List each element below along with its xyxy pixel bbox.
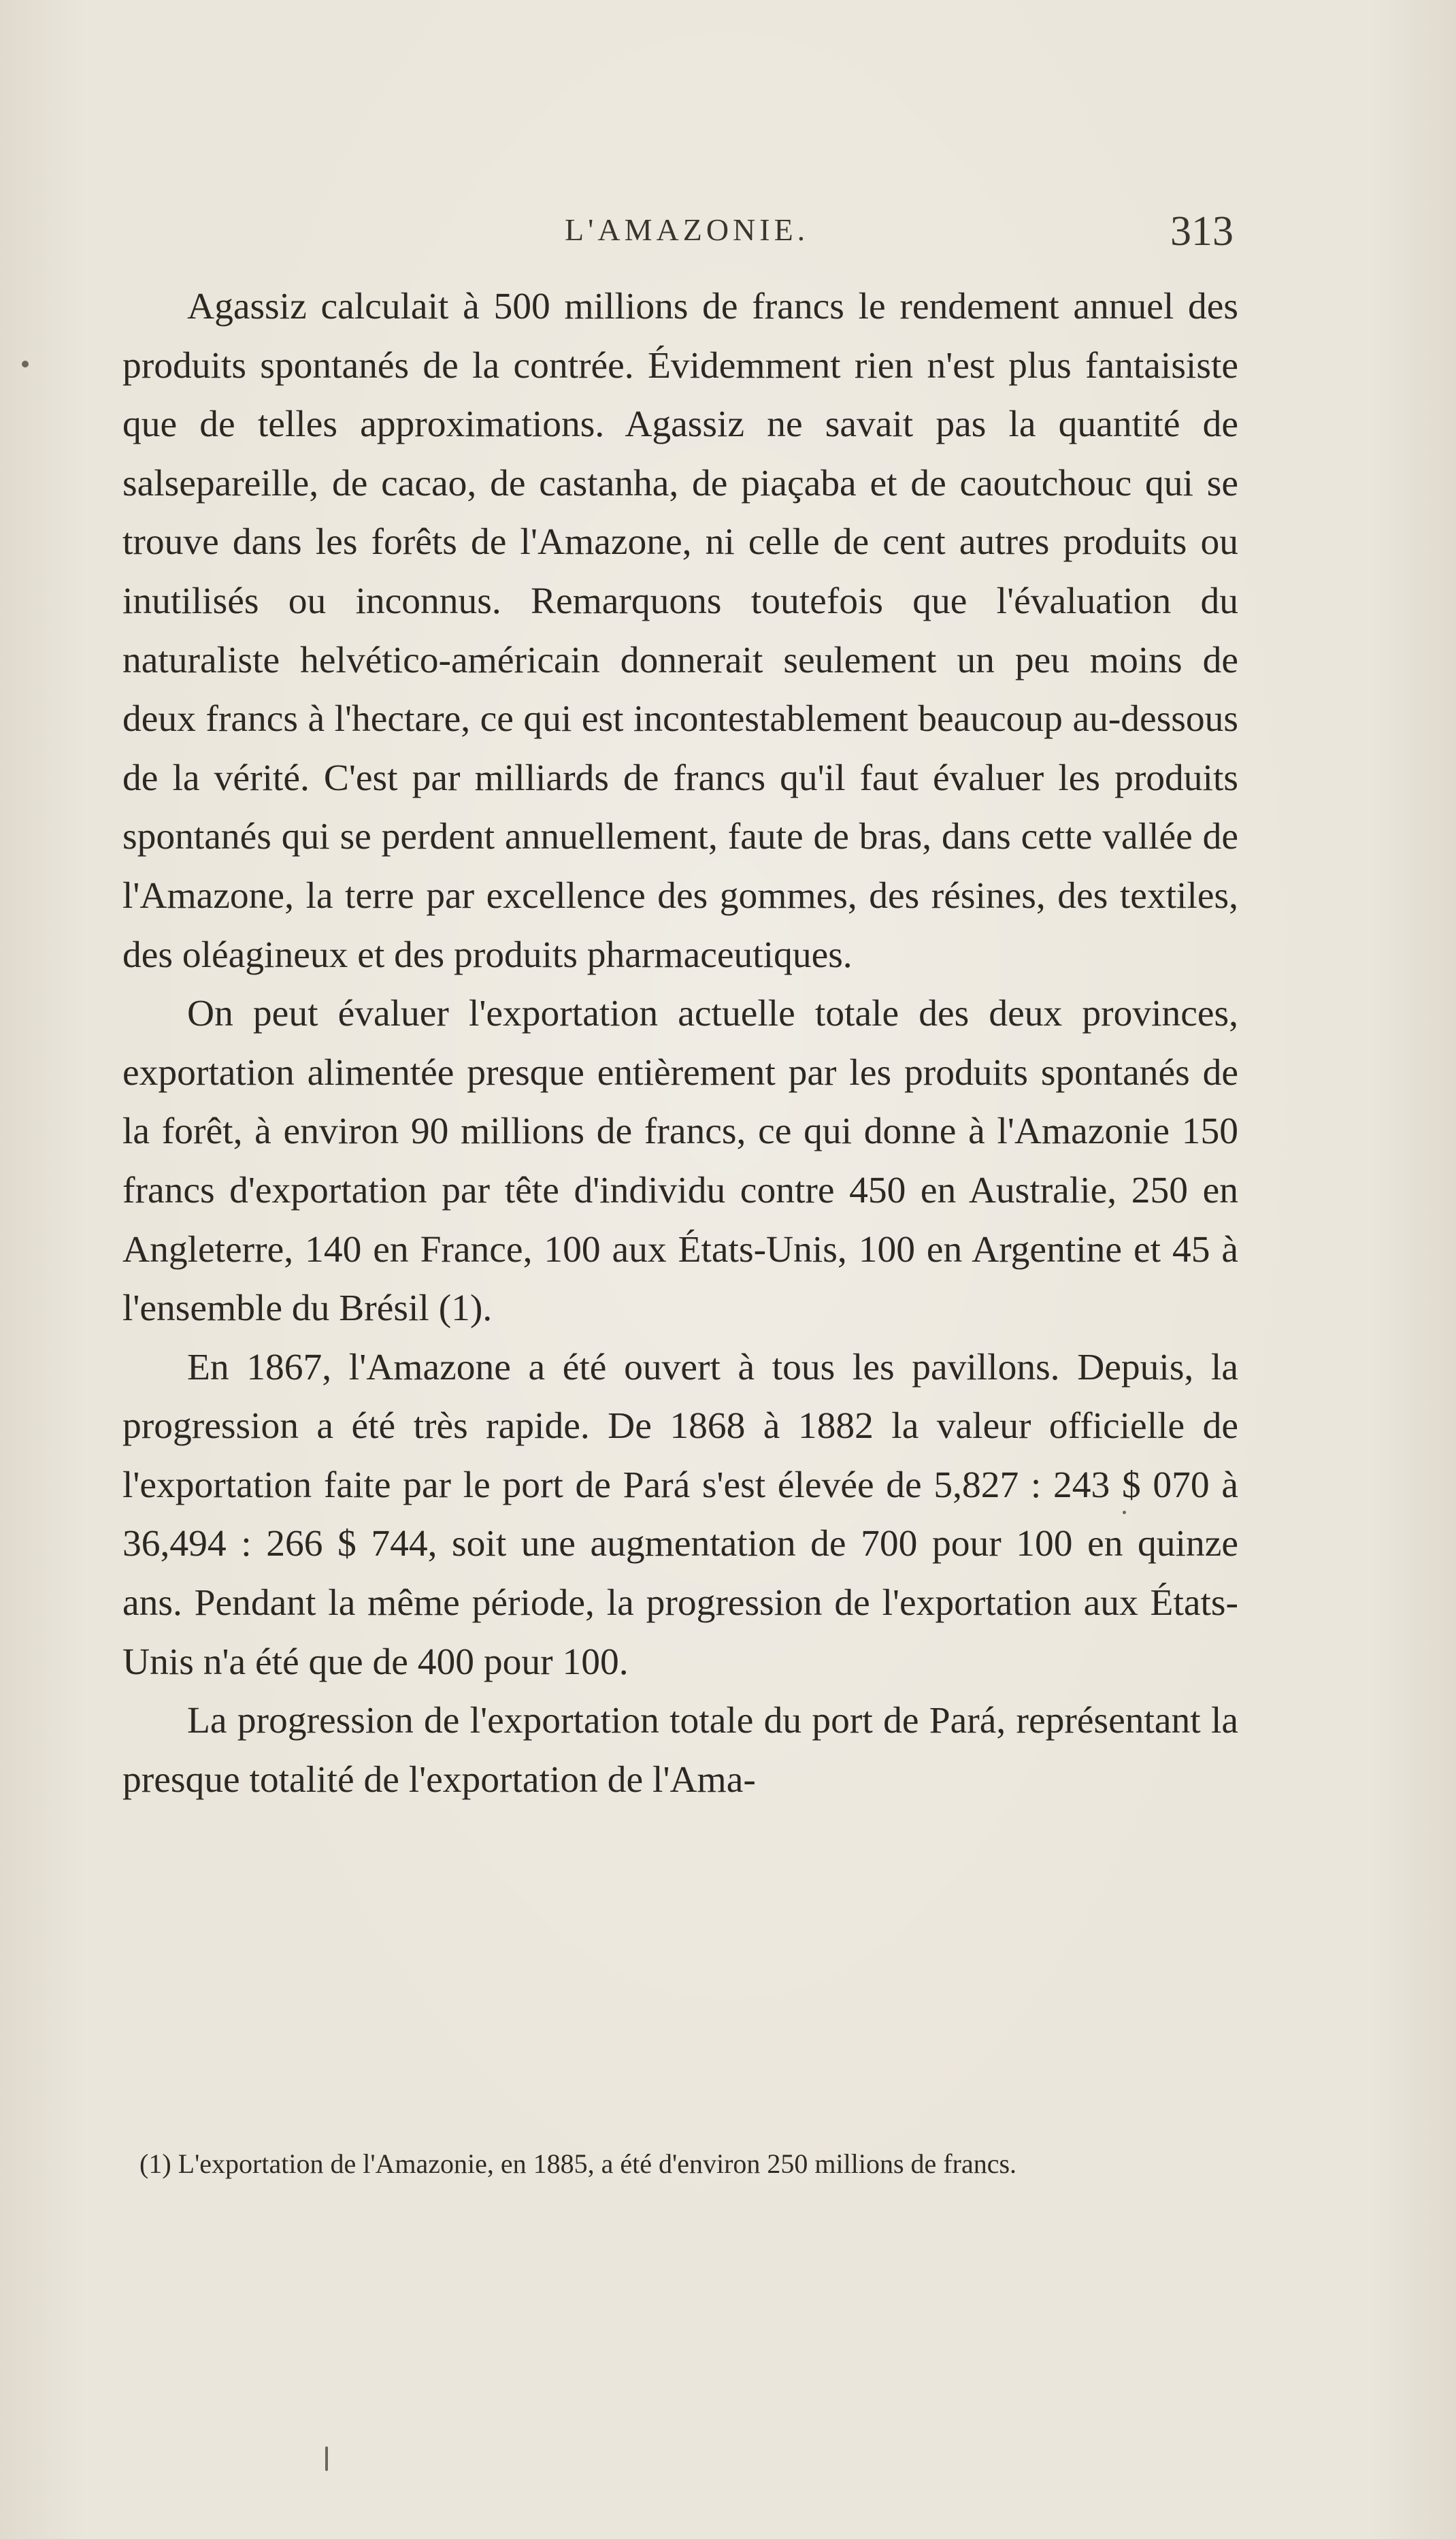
running-title: L'AMAZONIE. [565, 212, 810, 247]
paper-speck [325, 2446, 328, 2471]
page-number: 313 [1170, 208, 1234, 255]
paper-speck [22, 361, 29, 367]
paragraph: On peut évaluer l'exportation actuelle totale des deux provinces, exportation alimentée presque entièrement par les produits spontanés de la forêt, à environ 90 millions de francs, ce qui donne à l'Amazonie 150 francs d'exportation par tête d'individu contre 450 en Australie, 250 en Angleterre, 140 en France, 100 aux États-Unis, 100 en Argentine et 45 à l'ensemble du Brésil (1). [122, 993, 1238, 1330]
footnote: (1) L'exportation de l'Amazonie, en 1885, a été d'environ 250 millions de francs. [139, 2148, 1017, 2179]
paragraph: La progression de l'exportation totale du port de Pará, représentant la presque totalité de l'exportation de l'Ama- [122, 1700, 1238, 1801]
body-text [122, 278, 1238, 1809]
paragraph: Agassiz calculait à 500 millions de francs le rendement annuel des produits spontanés de la contrée. Évidemment rien n'est plus fantaisiste que de telles approximations. Agassiz ne savait pas la quantité de salsepareille, de cacao, de castanha, de piaçaba et de caoutchouc qui se trouve dans les forêts de l'Amazone, ni celle de cent autres produits ou inutilisés ou inconnus. Remarquons toutefois que l'évaluation du naturaliste helvético-américain donnerait seulement un peu moins de deux francs à l'hectare, ce qui est incontestablement beaucoup au-dessous de la vérité. C'est par milliards de francs qu'il faut évaluer les produits spontanés qui se perdent annuellement, faute de bras, dans cette vallée de l'Amazone, la terre par excellence des gommes, des résines, des textiles, des oléagineux et des produits pharmaceutiques. [122, 286, 1238, 976]
running-header [0, 208, 1456, 262]
paper-speck [1123, 1511, 1126, 1514]
paragraph: En 1867, l'Amazone a été ouvert à tous les pavillons. Depuis, la progression a été très rapide. De 1868 à 1882 la valeur officielle de l'exportation faite par le port de Pará s'est élevée de 5,827 : 243 $ 070 à 36,494 : 266 $ 744, soit une augmentation de 700 pour 100 en quinze ans. Pendant la même période, la progression de l'exportation aux États-Unis n'a été que de 400 pour 100. [122, 1346, 1238, 1683]
